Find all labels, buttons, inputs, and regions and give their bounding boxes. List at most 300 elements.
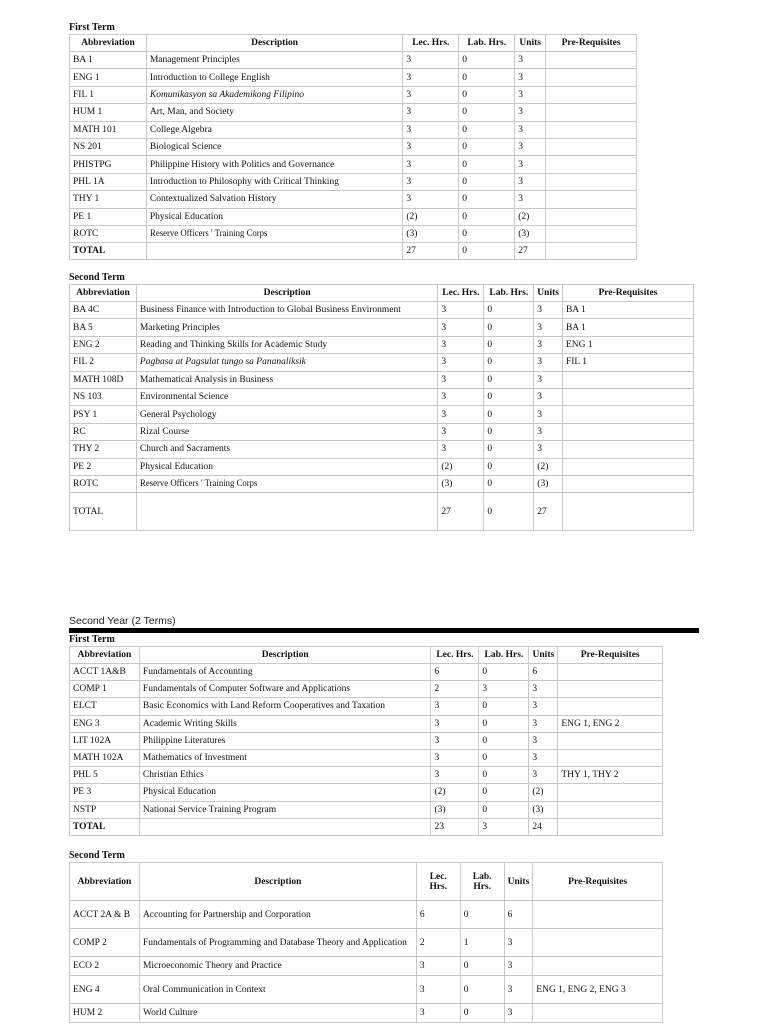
- y2t1-section: [69, 634, 663, 836]
- total-units: 27: [515, 243, 546, 260]
- cell-abbreviation: BA 1: [70, 52, 147, 69]
- table-header-row: [70, 863, 663, 901]
- header-units: Units: [515, 35, 546, 52]
- header-prerequisites: Pre-Requisites: [558, 647, 663, 664]
- cell-abbreviation: BA 4C: [70, 302, 137, 319]
- cell-abbreviation: PHL 1A: [70, 173, 147, 190]
- table-row: [70, 173, 637, 190]
- cell-description-text: Reserve Officers ' Training Corps: [149, 229, 268, 240]
- cell-lab-hrs: 0: [479, 664, 529, 681]
- cell-description: Academic Writing Skills: [139, 715, 431, 732]
- header-prerequisites: Pre-Requisites: [533, 863, 663, 901]
- cell-lab-hrs: 0: [484, 302, 534, 319]
- total-prerequisites: [562, 493, 693, 531]
- cell-lab-hrs: 0: [484, 319, 534, 336]
- header-description: Description: [136, 285, 437, 302]
- cell-prerequisites: [546, 121, 637, 138]
- cell-description: Fundamentals of Computer Software and Applications: [139, 681, 431, 698]
- cell-description: Microeconomic Theory and Practice: [139, 957, 416, 976]
- cell-prerequisites: [558, 749, 663, 766]
- cell-description: Reading and Thinking Skills for Academic Study: [136, 336, 437, 353]
- cell-abbreviation: RC: [70, 423, 137, 440]
- total-lec-hrs: 23: [431, 818, 479, 835]
- cell-units: 6: [504, 901, 533, 929]
- cell-description: Environmental Science: [136, 388, 437, 405]
- cell-abbreviation: ENG 3: [70, 715, 140, 732]
- y1t1-section: [69, 22, 637, 260]
- cell-prerequisites: [546, 156, 637, 173]
- cell-abbreviation: ENG 4: [70, 976, 140, 1004]
- cell-lec-hrs: 3: [431, 715, 479, 732]
- cell-lec-hrs: 3: [438, 388, 484, 405]
- cell-prerequisites: [546, 191, 637, 208]
- y1t1-table: [69, 34, 637, 260]
- cell-abbreviation: BA 5: [70, 319, 137, 336]
- header-prerequisites: Pre-Requisites: [562, 285, 693, 302]
- header-lab-hrs: Lab. Hrs.: [459, 35, 515, 52]
- cell-lec-hrs: 3: [431, 698, 479, 715]
- cell-abbreviation: PHL 5: [70, 767, 140, 784]
- table-row: [70, 388, 694, 405]
- cell-prerequisites: [533, 929, 663, 957]
- cell-units: (2): [515, 208, 546, 225]
- y2t2-title: Second Term: [69, 850, 125, 861]
- cell-description: College Algebra: [146, 121, 403, 138]
- cell-lec-hrs: 3: [438, 371, 484, 388]
- cell-abbreviation: MATH 102A: [70, 749, 140, 766]
- cell-lab-hrs: 0: [479, 698, 529, 715]
- table-row: [70, 354, 694, 371]
- cell-lab-hrs: 0: [460, 957, 504, 976]
- cell-lec-hrs: 3: [438, 302, 484, 319]
- cell-lec-hrs: 6: [416, 901, 460, 929]
- table-row: [70, 52, 637, 69]
- cell-abbreviation: MATH 108D: [70, 371, 137, 388]
- total-label: TOTAL: [70, 818, 140, 835]
- cell-lec-hrs: (2): [431, 784, 479, 801]
- cell-lab-hrs: 0: [484, 336, 534, 353]
- cell-lec-hrs: 3: [438, 423, 484, 440]
- cell-units: 3: [515, 104, 546, 121]
- cell-units: (3): [529, 801, 558, 818]
- table-row: [70, 104, 637, 121]
- cell-prerequisites: ENG 1, ENG 2, ENG 3: [533, 976, 663, 1004]
- header-lab-hrs: Lab. Hrs.: [460, 863, 504, 901]
- cell-units: 3: [534, 336, 563, 353]
- cell-lec-hrs: (2): [438, 458, 484, 475]
- cell-lec-hrs: 3: [403, 138, 459, 155]
- header-units: Units: [529, 647, 558, 664]
- header-lec-hrs: Lec. Hrs.: [438, 285, 484, 302]
- cell-description: Oral Communication in Context: [139, 976, 416, 1004]
- table-header-row: [70, 647, 663, 664]
- total-units: 27: [534, 493, 563, 531]
- header-abbreviation: Abbreviation: [70, 863, 140, 901]
- cell-units: 3: [515, 86, 546, 103]
- cell-prerequisites: [533, 1004, 663, 1023]
- cell-lab-hrs: 0: [460, 1004, 504, 1023]
- cell-description: Biological Science: [146, 138, 403, 155]
- cell-lec-hrs: 3: [416, 976, 460, 1004]
- cell-lab-hrs: 0: [460, 901, 504, 929]
- cell-prerequisites: [558, 801, 663, 818]
- header-description: Description: [139, 647, 431, 664]
- cell-abbreviation: ELCT: [70, 698, 140, 715]
- cell-description: Business Finance with Introduction to Global Business Environment: [136, 302, 437, 319]
- cell-prerequisites: [562, 371, 693, 388]
- table-row: [70, 458, 694, 475]
- cell-abbreviation: NSTP: [70, 801, 140, 818]
- cell-lec-hrs: 3: [416, 957, 460, 976]
- cell-description: [146, 225, 403, 242]
- cell-abbreviation: ACCT 1A&B: [70, 664, 140, 681]
- cell-description: Physical Education: [146, 208, 403, 225]
- cell-description: National Service Training Program: [139, 801, 431, 818]
- cell-units: 3: [534, 441, 563, 458]
- cell-lec-hrs: 3: [403, 156, 459, 173]
- cell-description: Management Principles: [146, 52, 403, 69]
- y1t1-title: First Term: [69, 22, 115, 33]
- cell-lec-hrs: 3: [403, 104, 459, 121]
- cell-units: 3: [529, 767, 558, 784]
- cell-prerequisites: [562, 406, 693, 423]
- cell-units: (2): [529, 784, 558, 801]
- cell-lab-hrs: 0: [479, 767, 529, 784]
- cell-abbreviation: ROTC: [70, 225, 147, 242]
- y2t1-table: [69, 646, 663, 836]
- cell-abbreviation: THY 1: [70, 191, 147, 208]
- cell-description: Physical Education: [139, 784, 431, 801]
- cell-lec-hrs: (3): [438, 475, 484, 492]
- cell-description: [136, 475, 437, 492]
- table-row: [70, 208, 637, 225]
- cell-prerequisites: [546, 208, 637, 225]
- header-units: Units: [534, 285, 563, 302]
- cell-prerequisites: [558, 664, 663, 681]
- header-description: Description: [139, 863, 416, 901]
- cell-prerequisites: BA 1: [562, 319, 693, 336]
- total-prerequisites: [546, 243, 637, 260]
- header-abbreviation: Abbreviation: [70, 285, 137, 302]
- cell-description: Pagbasa at Pagsulat tungo sa Pananaliksik: [136, 354, 437, 371]
- y1t2-title: Second Term: [69, 272, 125, 283]
- cell-units: 3: [529, 732, 558, 749]
- cell-units: 3: [504, 1004, 533, 1023]
- cell-lab-hrs: 0: [459, 225, 515, 242]
- cell-units: 3: [534, 388, 563, 405]
- cell-description: Mathematics of Investment: [139, 749, 431, 766]
- cell-units: 3: [529, 698, 558, 715]
- cell-lec-hrs: 3: [438, 336, 484, 353]
- cell-prerequisites: [546, 225, 637, 242]
- cell-units: 3: [515, 173, 546, 190]
- table-header-row: [70, 285, 694, 302]
- table-row: [70, 86, 637, 103]
- cell-description: Church and Sacraments: [136, 441, 437, 458]
- cell-prerequisites: [546, 69, 637, 86]
- cell-lab-hrs: 0: [479, 715, 529, 732]
- table-row: [70, 957, 663, 976]
- cell-description: Fundamentals of Accounting: [139, 664, 431, 681]
- cell-units: 3: [529, 749, 558, 766]
- y2t2-section: [69, 850, 663, 1023]
- cell-abbreviation: COMP 1: [70, 681, 140, 698]
- cell-prerequisites: [546, 138, 637, 155]
- table-row: [70, 69, 637, 86]
- table-row: [70, 371, 694, 388]
- cell-prerequisites: [562, 388, 693, 405]
- cell-abbreviation: COMP 2: [70, 929, 140, 957]
- table-row: [70, 475, 694, 492]
- cell-units: 3: [529, 715, 558, 732]
- table-row: [70, 138, 637, 155]
- cell-description: Marketing Principles: [136, 319, 437, 336]
- table-header-row: [70, 35, 637, 52]
- cell-prerequisites: THY 1, THY 2: [558, 767, 663, 784]
- cell-lab-hrs: 0: [459, 104, 515, 121]
- cell-description: Mathematical Analysis in Business: [136, 371, 437, 388]
- cell-lec-hrs: (2): [403, 208, 459, 225]
- table-row: [70, 423, 694, 440]
- cell-abbreviation: LIT 102A: [70, 732, 140, 749]
- cell-description: Introduction to Philosophy with Critical Thinking: [146, 173, 403, 190]
- cell-lec-hrs: 3: [431, 732, 479, 749]
- total-row: [70, 493, 694, 531]
- cell-lab-hrs: 0: [484, 458, 534, 475]
- cell-lec-hrs: 3: [431, 767, 479, 784]
- cell-prerequisites: [562, 475, 693, 492]
- header-lec-hrs: Lec. Hrs.: [431, 647, 479, 664]
- cell-description: Philippine History with Politics and Governance: [146, 156, 403, 173]
- cell-abbreviation: PE 2: [70, 458, 137, 475]
- table-row: [70, 302, 694, 319]
- cell-lec-hrs: (3): [431, 801, 479, 818]
- total-units: 24: [529, 818, 558, 835]
- cell-prerequisites: [558, 681, 663, 698]
- cell-prerequisites: [558, 698, 663, 715]
- cell-abbreviation: ROTC: [70, 475, 137, 492]
- table-row: [70, 121, 637, 138]
- cell-abbreviation: ENG 1: [70, 69, 147, 86]
- total-lab-hrs: 3: [479, 818, 529, 835]
- table-row: [70, 1004, 663, 1023]
- cell-lab-hrs: 0: [459, 191, 515, 208]
- cell-abbreviation: HUM 2: [70, 1004, 140, 1023]
- cell-lab-hrs: 0: [479, 749, 529, 766]
- cell-lec-hrs: 3: [403, 191, 459, 208]
- total-lab-hrs: 0: [484, 493, 534, 531]
- cell-description: World Culture: [139, 1004, 416, 1023]
- table-row: [70, 319, 694, 336]
- cell-units: 3: [534, 371, 563, 388]
- cell-prerequisites: FIL 1: [562, 354, 693, 371]
- cell-description-text: Reserve Officers ' Training Corps: [139, 479, 258, 490]
- cell-abbreviation: ECO 2: [70, 957, 140, 976]
- total-description: [146, 243, 403, 260]
- cell-lab-hrs: 0: [484, 441, 534, 458]
- cell-lec-hrs: 3: [438, 406, 484, 423]
- cell-units: 3: [515, 156, 546, 173]
- cell-abbreviation: PSY 1: [70, 406, 137, 423]
- cell-abbreviation: MATH 101: [70, 121, 147, 138]
- cell-lab-hrs: 0: [479, 784, 529, 801]
- cell-lab-hrs: 1: [460, 929, 504, 957]
- cell-units: 3: [515, 69, 546, 86]
- cell-units: 3: [515, 191, 546, 208]
- table-row: [70, 406, 694, 423]
- total-description: [136, 493, 437, 531]
- cell-lec-hrs: 3: [403, 121, 459, 138]
- cell-lab-hrs: 0: [479, 801, 529, 818]
- table-row: [70, 976, 663, 1004]
- cell-units: 3: [515, 52, 546, 69]
- cell-abbreviation: NS 103: [70, 388, 137, 405]
- total-lec-hrs: 27: [403, 243, 459, 260]
- cell-prerequisites: [546, 173, 637, 190]
- cell-lec-hrs: 3: [403, 69, 459, 86]
- total-row: [70, 243, 637, 260]
- table-row: [70, 156, 637, 173]
- cell-lec-hrs: (3): [403, 225, 459, 242]
- total-lec-hrs: 27: [438, 493, 484, 531]
- table-row: [70, 441, 694, 458]
- cell-lab-hrs: 0: [484, 354, 534, 371]
- cell-lab-hrs: 3: [479, 681, 529, 698]
- cell-prerequisites: [546, 104, 637, 121]
- cell-units: (3): [515, 225, 546, 242]
- cell-lec-hrs: 6: [431, 664, 479, 681]
- cell-units: 3: [504, 976, 533, 1004]
- cell-prerequisites: [558, 784, 663, 801]
- cell-description: Accounting for Partnership and Corporation: [139, 901, 416, 929]
- cell-description: General Psychology: [136, 406, 437, 423]
- cell-lab-hrs: 0: [484, 423, 534, 440]
- table-row: [70, 715, 663, 732]
- y2t1-title: First Term: [69, 634, 115, 645]
- cell-abbreviation: ENG 2: [70, 336, 137, 353]
- cell-abbreviation: PE 3: [70, 784, 140, 801]
- cell-lab-hrs: 0: [459, 52, 515, 69]
- cell-abbreviation: ACCT 2A & B: [70, 901, 140, 929]
- header-abbreviation: Abbreviation: [70, 647, 140, 664]
- y2t2-table: [69, 862, 663, 1023]
- cell-units: 3: [529, 681, 558, 698]
- header-lab-hrs: Lab. Hrs.: [479, 647, 529, 664]
- cell-units: 3: [534, 319, 563, 336]
- table-row: [70, 191, 637, 208]
- total-label: TOTAL: [70, 243, 147, 260]
- header-lab-hrs: Lab. Hrs.: [484, 285, 534, 302]
- table-row: [70, 732, 663, 749]
- cell-lab-hrs: 0: [484, 406, 534, 423]
- total-description: [139, 818, 431, 835]
- cell-lec-hrs: 3: [438, 441, 484, 458]
- cell-units: 3: [534, 423, 563, 440]
- header-lec-hrs: Lec. Hrs.: [403, 35, 459, 52]
- cell-prerequisites: [562, 423, 693, 440]
- cell-lab-hrs: 0: [459, 208, 515, 225]
- cell-prerequisites: ENG 1: [562, 336, 693, 353]
- table-row: [70, 664, 663, 681]
- table-row: [70, 225, 637, 242]
- cell-units: 3: [534, 354, 563, 371]
- cell-lec-hrs: 3: [403, 173, 459, 190]
- table-row: [70, 784, 663, 801]
- table-row: [70, 801, 663, 818]
- cell-units: 3: [515, 121, 546, 138]
- total-lab-hrs: 0: [459, 243, 515, 260]
- header-prerequisites: Pre-Requisites: [546, 35, 637, 52]
- cell-prerequisites: ENG 1, ENG 2: [558, 715, 663, 732]
- cell-units: 3: [504, 929, 533, 957]
- cell-abbreviation: PHISTPG: [70, 156, 147, 173]
- cell-description: Basic Economics with Land Reform Cooperatives and Taxation: [139, 698, 431, 715]
- cell-lec-hrs: 2: [431, 681, 479, 698]
- cell-lab-hrs: 0: [484, 475, 534, 492]
- header-units: Units: [504, 863, 533, 901]
- cell-description: Komunikasyon sa Akademikong Filipino: [146, 86, 403, 103]
- second-year-heading: Second Year (2 Terms): [69, 615, 699, 633]
- y1t2-table: [69, 284, 694, 531]
- cell-units: 3: [534, 406, 563, 423]
- header-abbreviation: Abbreviation: [70, 35, 147, 52]
- cell-lab-hrs: 0: [484, 371, 534, 388]
- cell-abbreviation: NS 201: [70, 138, 147, 155]
- table-row: [70, 767, 663, 784]
- cell-lec-hrs: 3: [431, 749, 479, 766]
- cell-lab-hrs: 0: [459, 121, 515, 138]
- cell-description: Christian Ethics: [139, 767, 431, 784]
- header-lec-hrs: Lec. Hrs.: [416, 863, 460, 901]
- cell-lab-hrs: 0: [459, 156, 515, 173]
- cell-prerequisites: [558, 732, 663, 749]
- cell-units: (2): [534, 458, 563, 475]
- cell-lec-hrs: 3: [438, 319, 484, 336]
- cell-lec-hrs: 3: [403, 86, 459, 103]
- cell-abbreviation: PE 1: [70, 208, 147, 225]
- cell-prerequisites: [562, 458, 693, 475]
- cell-lec-hrs: 3: [416, 1004, 460, 1023]
- cell-abbreviation: FIL 1: [70, 86, 147, 103]
- cell-units: 3: [534, 302, 563, 319]
- cell-units: 6: [529, 664, 558, 681]
- cell-lab-hrs: 0: [459, 173, 515, 190]
- cell-lab-hrs: 0: [460, 976, 504, 1004]
- cell-units: (3): [534, 475, 563, 492]
- total-prerequisites: [558, 818, 663, 835]
- cell-prerequisites: [533, 957, 663, 976]
- cell-description: Physical Education: [136, 458, 437, 475]
- cell-units: 3: [515, 138, 546, 155]
- cell-units: 3: [504, 957, 533, 976]
- cell-lec-hrs: 3: [403, 52, 459, 69]
- cell-lec-hrs: 3: [438, 354, 484, 371]
- cell-abbreviation: THY 2: [70, 441, 137, 458]
- cell-description: Rizal Course: [136, 423, 437, 440]
- cell-prerequisites: [546, 86, 637, 103]
- cell-prerequisites: [533, 901, 663, 929]
- cell-description: Art, Man, and Society: [146, 104, 403, 121]
- cell-lec-hrs: 2: [416, 929, 460, 957]
- table-row: [70, 336, 694, 353]
- cell-lab-hrs: 0: [479, 732, 529, 749]
- total-row: [70, 818, 663, 835]
- cell-abbreviation: HUM 1: [70, 104, 147, 121]
- cell-description: Introduction to College English: [146, 69, 403, 86]
- total-label: TOTAL: [70, 493, 137, 531]
- cell-prerequisites: [546, 52, 637, 69]
- table-row: [70, 698, 663, 715]
